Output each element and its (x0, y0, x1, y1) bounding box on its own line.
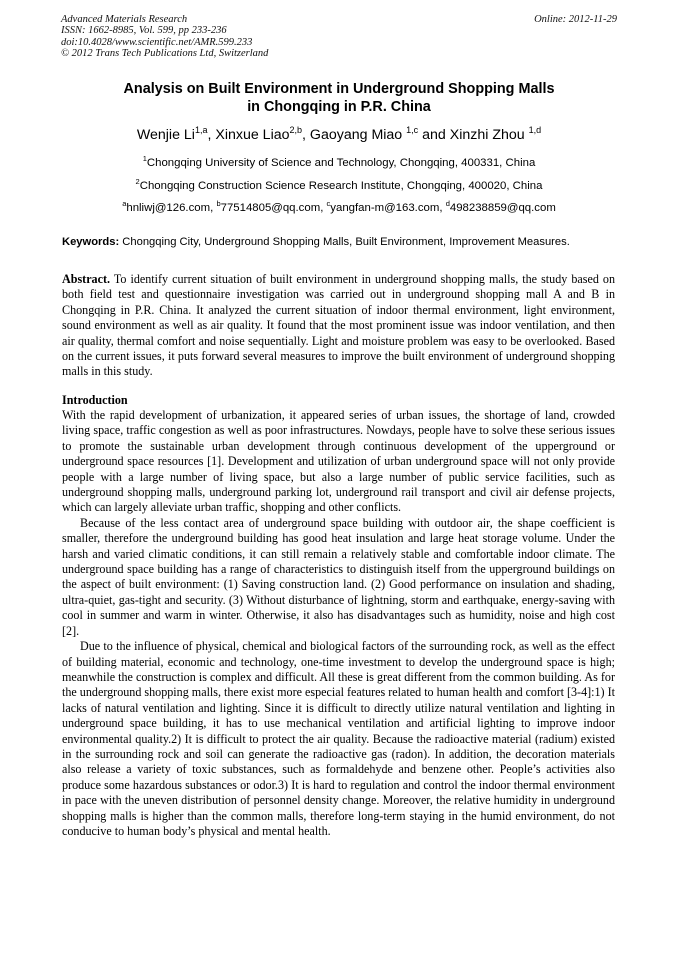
author-superscript: 2,b (289, 125, 303, 135)
email-link[interactable]: hnliwj@126.com, (126, 202, 217, 214)
author-name: Xinxue Liao (215, 127, 290, 143)
email-superscript: c (326, 199, 331, 208)
email-link[interactable]: 77514805@qq.com, (220, 202, 327, 214)
affiliation-2 (30, 179, 648, 193)
author-name: Xinzhi Zhou (449, 127, 525, 143)
intro-paragraph-2: Because of the less contact area of underground space building with outdoor air, the shape coefficient is smaller, therefore the underground building has good heat insulation and large heat storage volume. Under the harsh and varied climatic conditions, it can still remain a relatively stable and comfortable indoor climate. The underground space building has a range of characteristics to distinguish itself from the upperground buildings on the aspect of built environment: (1) Saving construction land. (2) Good performance on insulation and shading, ultra-quiet, gas-tight and security. (3) Without disturbance of lightning, storm and earthquake, energy-saving with cool in summer and warm in winter. Otherwise, it also has disadvantages such as humidity, noise and high cost [2]. (62, 515, 615, 638)
email-superscript: b (216, 199, 221, 208)
abstract-label: Abstract. (62, 272, 111, 286)
author-name: Wenjie Li (136, 127, 195, 143)
email-link[interactable]: yangfan-m@163.com, (330, 202, 446, 214)
email-list (30, 201, 648, 215)
keywords-block (62, 235, 615, 249)
intro-paragraph-1: With the rapid development of urbanization, it appeared series of urban issues, the shortage of land, crowded living space, traffic congestion as well as poor infrastructures. Nowdays, people have to solve these serious issues to promote the sustainable urban development through continuous development of the upperground or underground space resources [1]. Development and utilization of urban underground space will not only provide people with a large number of living space, but also a large number of public service facilities, such as underground shopping malls, underground parking lot, underground rail transport and civil air defense projects, which can largely alleviate urban traffic, shopping and other conflicts. (62, 408, 615, 515)
author-superscript: 1,a (194, 125, 208, 135)
title-line-2: in Chongqing in P.R. China (247, 99, 431, 115)
affiliation-superscript: 2 (135, 177, 140, 186)
abstract-text: To identify current situation of built environment in underground shopping malls, the study based on both field test and questionnaire investigation was carried out in underground shopping mall A and B in Chongqing in P.R. China. It analyzed the current situation of indoor thermal environment, light environment, sound environment as well as air quality. It found that the most prominent issue was indoor ventilation, and then air quality, thermal comfort and noise sequentially. Light and moisture problem was easy to be overlooked. Based on the current issues, it puts forward several measures to improve the built environment of underground shopping malls in this study. (62, 272, 615, 379)
author-list (30, 126, 648, 144)
journal-name: Advanced Materials Research (61, 14, 188, 25)
email-superscript: a (122, 199, 127, 208)
keywords-text: Chongqing City, Underground Shopping Malls, Built Environment, Improvement Measures. (119, 236, 570, 248)
author-separator: , (302, 127, 310, 143)
intro-paragraph-3: Due to the influence of physical, chemical and biological factors of the surrounding rock, as well as the effect of building material, economic and technology, one-time investment to develop the underground space is high; meanwhile the construction is complex and difficult. All these is great different from the common building. As for the underground shopping malls, there exist more especial features related to human health and comfort [3-4]:1) It lacks of natural ventilation and lighting. Since it is difficult to directly utilize natural ventilation and lighting in underground space building, it has to use mechanical ventilation and artificial lighting to improve indoor environmental quality.2) It is difficult to protect the air quality. Because the radioactive material (radium) existed in the surrounding rock and soil can generate the radioactive gas (radon). In addition, the decoration materials also release a variety of toxic substances, such as formaldehyde and benzene other. People’s activities also produce some hazardous substances or odor.3) It is hard to regulation and control the indoor thermal environment in pace with the uneven distribution of personnel density change. Moreover, the relative humidity in underground shopping malls is higher than the common malls, therefore long-term staying in the humid environment, do not conducive to human body’s physical and mental health. (62, 639, 615, 838)
author-superscript: 1,c (406, 125, 419, 135)
online-date: Online: 2012-11-29 (534, 14, 617, 25)
journal-header (61, 14, 617, 60)
journal-copyright: © 2012 Trans Tech Publications Ltd, Switzerland (61, 48, 269, 60)
introduction-heading: Introduction (62, 393, 128, 407)
paper-title (40, 80, 638, 116)
abstract-block (62, 272, 615, 380)
title-line-1: Analysis on Built Environment in Underground Shopping Malls (123, 81, 555, 97)
keywords-label: Keywords: (62, 236, 120, 248)
affiliation-1 (30, 156, 648, 170)
introduction-body (62, 408, 615, 839)
journal-doi: doi:10.4028/www.scientific.net/AMR.599.233 (61, 36, 253, 48)
affiliation-superscript: 1 (142, 154, 147, 163)
author-name: Gaoyang Miao (309, 127, 403, 143)
author-superscript: 1,d (528, 125, 542, 135)
author-separator: and (418, 127, 450, 143)
email-superscript: d (445, 199, 450, 208)
journal-issn: ISSN: 1662-8985, Vol. 599, pp 233-236 (61, 25, 227, 37)
author-separator: , (207, 127, 216, 143)
affiliation-text: Chongqing University of Science and Technology, Chongqing, 400331, China (146, 157, 536, 169)
email-link[interactable]: 498238859@qq.com (449, 202, 556, 214)
affiliation-text: Chongqing Construction Science Research Institute, Chongqing, 400020, China (139, 180, 543, 192)
